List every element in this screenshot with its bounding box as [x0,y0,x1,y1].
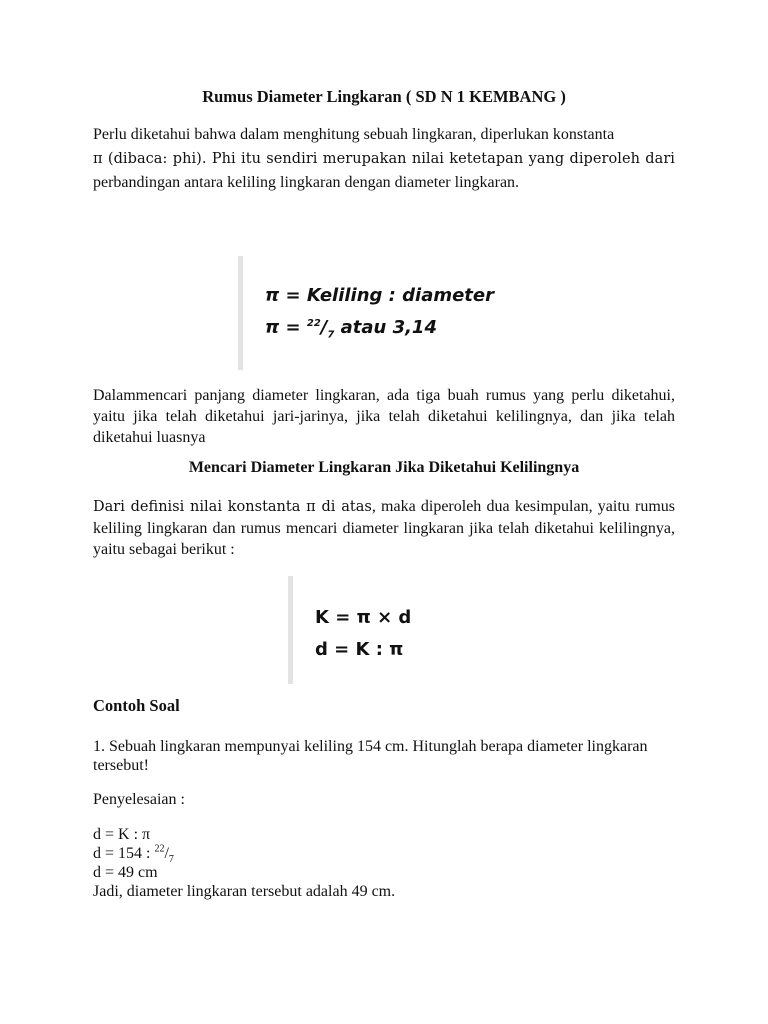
step2-prefix: d = 154 : [93,845,155,862]
k-formula-line-1: K = π × d [315,607,412,628]
step2-denominator: 7 [168,854,174,866]
intro-line-3: perbandingan antara keliling lingkaran dengan diameter lingkaran. [93,174,520,191]
step2-numerator: 22 [154,843,165,855]
section-heading-example: Contoh Soal [93,696,180,715]
k-formula-line-2: d = K : π [315,639,404,660]
solution-step-3: d = 49 cm [93,864,158,881]
pi-formula-box [238,256,494,370]
intro-line-2: π (dibaca: phi). Phi itu sendiri merupakan nilai ketetapan yang diperoleh dari [93,151,675,167]
solution-conclusion: Jadi, diameter lingkaran tersebut adalah 49 cm. [93,883,396,900]
definition-rest: , maka diperoleh dua kesimpulan, yaitu rumus keliling lingkaran dan rumus mencari diameter lingkaran jika telah diketahui kelilingnya, yaitu sebagai berikut : [93,498,675,558]
document-title: Rumus Diameter Lingkaran ( SD N 1 KEMBANG ) [202,87,566,106]
k-formula-box [288,576,411,684]
pi-formula-line-2: $\pi = ^{22}/_7$ atau 3,14 [265,317,437,341]
intro-paragraph [93,123,675,195]
intro-line-1: Perlu diketahui bahwa dalam menghitung sebuah lingkaran, diperlukan konstanta [93,126,615,143]
definition-lead: Dari definisi nilai konstanta π di atas [93,499,372,515]
solution-step-2: d = 154 : $^{22}/_7$ [93,843,174,866]
pi-fraction-denominator: 7 [327,329,335,341]
pi-formula-suffix: atau 3,14 [334,317,437,338]
methods-paragraph: Dalammencari panjang diameter lingkaran, ada tiga buah rumus yang perlu diketahui, yaitu jika telah diketahui jari-jarinya, jika telah diketahui kelilingnya, dan jika telah diketahui luasnya [93,387,675,446]
pi-formula-prefix: π = [265,317,307,338]
solution-step-1: d = K : π [93,826,151,843]
pi-formula-line-1: π = Keliling : diameter [265,285,494,306]
solution-steps [93,825,675,901]
solution-label: Penyelesaian : [93,791,185,808]
subheading-circumference: Mencari Diameter Lingkaran Jika Diketahui Kelilingnya [188,459,580,476]
definition-paragraph [93,496,675,560]
example-question: 1. Sebuah lingkaran mempunyai keliling 154 cm. Hitunglah berapa diameter lingkaran tersebut! [93,738,648,774]
pi-fraction-numerator: 22 [306,318,321,329]
